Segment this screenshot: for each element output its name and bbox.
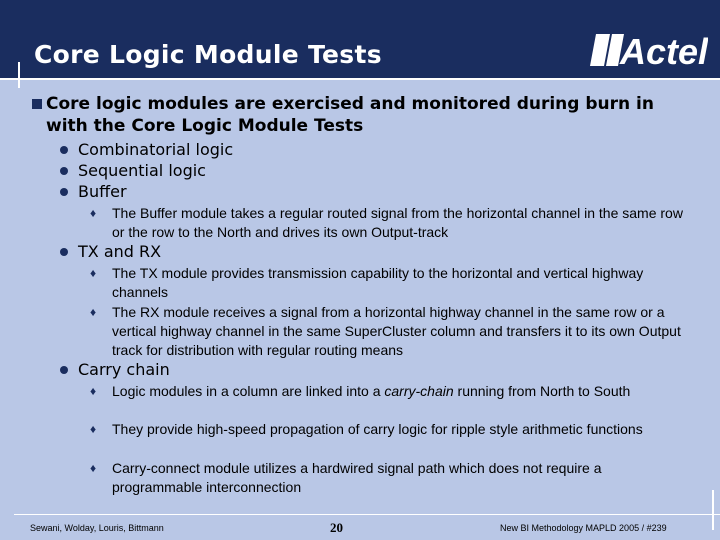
detail-carry-2: ♦ They provide high-speed propagation of carry logic for ripple style arithmetic functions xyxy=(90,421,643,437)
round-bullet-icon xyxy=(60,366,68,374)
list-item-buffer: Buffer xyxy=(60,182,127,202)
list-item-sequential: Sequential logic xyxy=(60,161,206,181)
detail-buffer-1: ♦ The Buffer module takes a regular routed signal from the horizontal channel in the same row or the row to the North and drives its own Output-track xyxy=(90,205,683,240)
detail-rx: ♦ The RX module receives a signal from a horizontal highway channel in the same row or a vertical highway channel in the same SuperCluster column and transfers it to its own Output track for distribution with regular routing means xyxy=(90,304,681,358)
round-bullet-icon xyxy=(60,167,68,175)
diamond-bullet-icon: ♦ xyxy=(90,461,97,475)
detail-carry-3: ♦ Carry-connect module utilizes a hardwired signal path which does not require a programmable interconnection xyxy=(90,460,602,495)
round-bullet-icon xyxy=(60,146,68,154)
footer-divider xyxy=(14,514,720,515)
round-bullet-icon xyxy=(60,188,68,196)
detail-carry-1: ♦ Logic modules in a column are linked into a carry-chain running from North to South xyxy=(90,383,631,399)
main-bullet: Core logic modules are exercised and monitored during burn in with the Core Logic Module Tests xyxy=(28,93,688,137)
page-number: 20 xyxy=(330,520,343,535)
footer-event: New BI Methodology MAPLD 2005 / #239 xyxy=(500,523,667,533)
footer-authors: Sewani, Wolday, Louris, Bittmann xyxy=(30,523,164,533)
logo-text: Actel xyxy=(620,31,708,70)
square-bullet-icon xyxy=(32,99,42,109)
diamond-bullet-icon: ♦ xyxy=(90,206,97,220)
diamond-bullet-icon: ♦ xyxy=(90,384,97,398)
decorative-tick-right xyxy=(712,490,714,530)
list-item-combinatorial: Combinatorial logic xyxy=(60,140,233,160)
slide-title: Core Logic Module Tests xyxy=(34,40,382,69)
actel-logo xyxy=(590,28,708,70)
round-bullet-icon xyxy=(60,248,68,256)
diamond-bullet-icon: ♦ xyxy=(90,305,97,319)
diamond-bullet-icon: ♦ xyxy=(90,422,97,436)
diamond-bullet-icon: ♦ xyxy=(90,266,97,280)
detail-tx: ♦ The TX module provides transmission capability to the horizontal and vertical highway channels xyxy=(90,265,644,300)
decorative-tick-left xyxy=(18,62,20,88)
list-item-carry-chain: Carry chain xyxy=(60,360,170,380)
list-item-tx-rx: TX and RX xyxy=(60,242,161,262)
header-divider xyxy=(0,78,720,80)
